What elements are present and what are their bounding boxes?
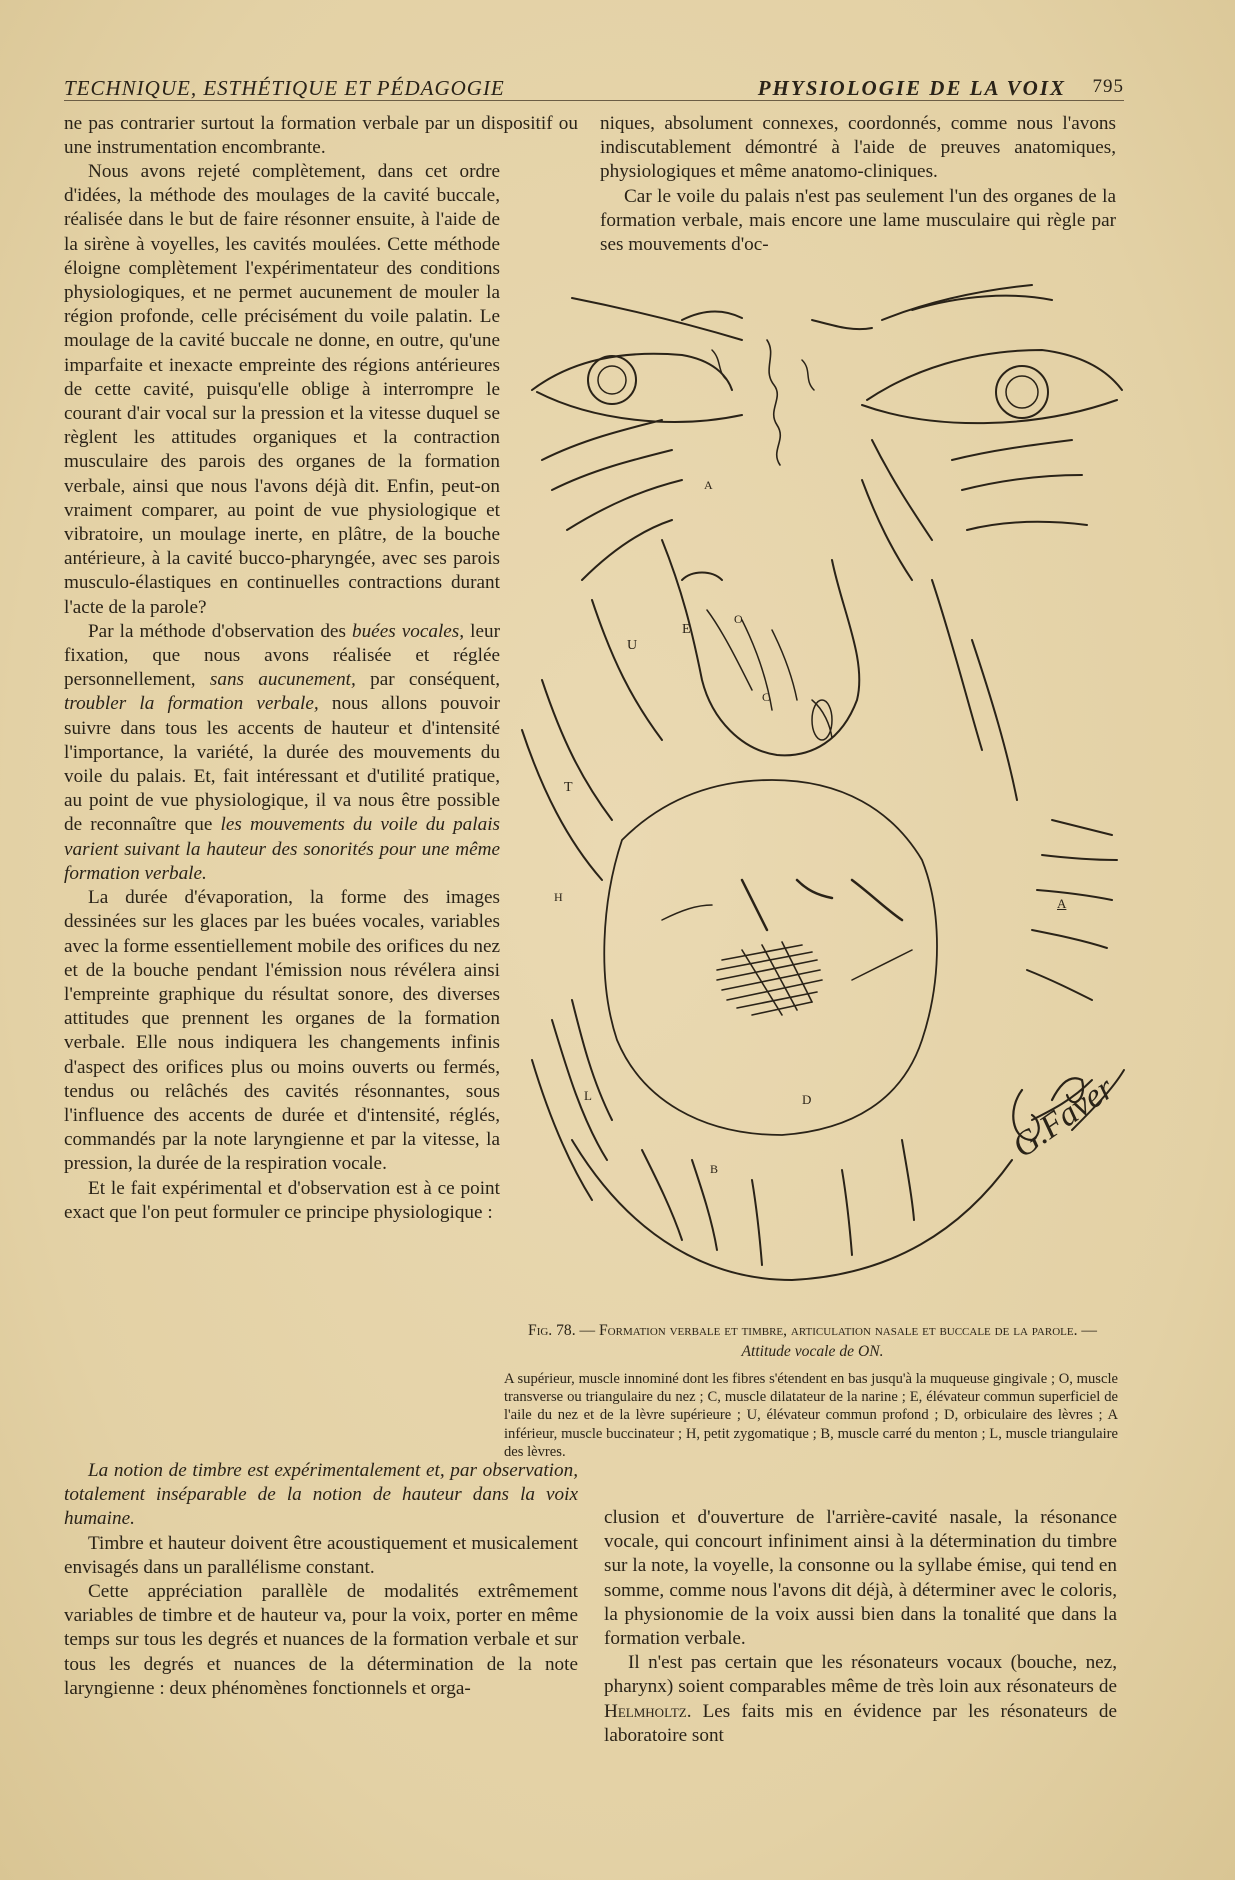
left-column-bottom xyxy=(64,1459,578,1701)
label-o: O xyxy=(734,612,743,626)
paragraph xyxy=(604,1651,1117,1748)
principle-statement: La notion de timbre est expérimentalement et, par observation, totalement inséparable de la notion de hauteur dans la voix humaine. xyxy=(64,1460,578,1530)
right-column-top xyxy=(600,112,1116,257)
text-run-italic: sans aucunement, xyxy=(209,669,356,691)
paragraph: Timbre et hauteur doivent être acoustiquement et musicalement envisagés dans un parallélisme constant. xyxy=(64,1532,578,1578)
label-a-superior: A xyxy=(704,478,713,492)
running-head-right: PHYSIOLOGIE DE LA VOIX xyxy=(757,76,1066,100)
label-l: L xyxy=(584,1088,592,1103)
text-run: nous allons pouvoir suivre dans tous les accents de hauteur et d'intensité l'importance, la variété, la durée des mouvements du voile du palais. Et, fait intéressant et d'utilité pratique, au point de vue physiologique, il va nous être possible de reconnaître que xyxy=(64,693,500,836)
paragraph: Cette appréciation parallèle de modalités extrêmement variables de timbre et de hauteur va, pour la voix, porter en même temps sur tous les degrés et nuances de la formation verbale et sur tous les degrés et nuances de la détermination de la note laryngienne : deux phénomènes fonctionnels et orga- xyxy=(64,1581,578,1699)
label-b: B xyxy=(710,1162,719,1176)
paragraph: Nous avons rejeté complètement, dans cet ordre d'idées, la méthode des moulages de la cavité buccale, réalisée dans le but de faire résonner ensuite, à l'aide de la sirène à voyelles, les cavités moulées. Cette méthode éloigne complètement l'expérimentateur des conditions physiologiques, et ne permet aucunement de mouler la région profonde, celle précisément du voile palatin. Le moulage de la cavité buccale ne donne, en outre, qu'une imparfaite et inexacte empreinte des régions antérieures de cette cavité, puisqu'elle oblige à interrompre le courant d'air vocal sur la pression et la vitesse duquel se règlent les attitudes organiques et la contraction musculaire des parois des organes de la formation verbale, ainsi que nous l'avons déjà dit. Enfin, peut-on vraiment comparer, au point de vue physiologique et vibratoire, un moulage inerte, en plâtre, de la bouche antérieure, à la cavité bucco-pharyngée, avec ses parois musculo-élastiques en continuelles contractions durant l'acte de la parole? xyxy=(64,161,500,618)
label-e: E xyxy=(682,622,691,637)
text-run-italic: les mouvements du voile du palais varient suivant la hauteur des sonorités pour une même formation verbale. xyxy=(64,814,500,884)
page-number: 795 xyxy=(1092,76,1124,97)
label-h: H xyxy=(554,890,563,904)
label-u: U xyxy=(627,638,638,653)
text-run: Par la méthode d'observation des xyxy=(88,620,352,642)
text-run: leur fixation, que nous avons réalisée et réglée personnellement, xyxy=(64,620,500,691)
paragraph: La durée d'évaporation, la forme des images dessinées sur les glaces par les buées vocales, variables avec la forme essentiellement mobile des orifices du nez et de la bouche pendant l'émission nous révélera ainsi l'empreinte graphique du résultat sonore, des diverses attitudes que prennent les organes de la formation verbale. Elle nous indiquera les changements infinis d'aspect des orifices plus ou moins ouverts ou fermés, tendus ou relâchés des cavités résonnantes, sous l'influence des accents de durée et d'intensité, réglés, commandés par la note laryngienne et par la vitesse, la pression, la durée de la respiration vocale. xyxy=(64,887,500,1175)
paragraph: ne pas contrarier surtout la formation verbale par un dispositif ou une instrumentation encombrante. xyxy=(64,113,578,159)
paragraph xyxy=(64,620,500,886)
text-run: Il n'est pas certain que les résonateurs vocaux (bouche, nez, pharynx) soient comparables même de très loin aux résonateurs de xyxy=(604,1652,1117,1698)
text-run: par conséquent, xyxy=(355,669,500,691)
paragraph: niques, absolument connexes, coordonnés, comme nous l'avons indiscutablement démontré à l'aide de preuves anatomiques, physiologiques et même anatomo-cliniques. xyxy=(600,113,1116,183)
running-head xyxy=(64,76,1124,101)
paragraph: Et le fait expérimental et d'observation est à ce point exact que l'on peut formuler ce principe physiologique : xyxy=(64,1177,500,1223)
caption-title-text: Fig. 78. — Formation verbale et timbre, articulation nasale et buccale de la parole. — xyxy=(528,1322,1097,1339)
label-d: D xyxy=(802,1092,812,1107)
left-column-top xyxy=(64,112,578,160)
caption-title-italic: Attitude vocale de ON. xyxy=(741,1343,884,1360)
paragraph: Car le voile du palais n'est pas seulement l'un des organes de la formation verbale, mais encore une lame musculaire qui règle par ses mouvements d'oc- xyxy=(600,185,1116,256)
paragraph: clusion et d'ouverture de l'arrière-cavité nasale, la résonance vocale, qui concourt infiniment ainsi à la détermination du timbre sur la note, la voyelle, la consonne ou la syllabe émise, qui tend en somme, comme nous l'avons dit déjà, à déterminer avec le coloris, la physionomie de la voix aussi bien dans la tonalité que dans la formation verbale. xyxy=(604,1507,1117,1650)
running-head-left: TECHNIQUE, ESTHÉTIQUE ET PÉDAGOGIE xyxy=(64,76,505,100)
label-a-inferior: A xyxy=(1057,896,1067,911)
figure-caption-title xyxy=(515,1320,1110,1362)
left-column-middle xyxy=(64,160,500,1225)
anatomical-figure xyxy=(512,280,1128,1310)
text-run-italic: buées vocales, xyxy=(351,620,465,642)
author-name: Helmholtz xyxy=(604,1700,687,1722)
label-t: T xyxy=(564,780,573,795)
right-column-bottom xyxy=(604,1506,1117,1748)
label-c: C xyxy=(762,690,771,704)
text-run: . Les faits mis en évidence par les résonateurs de laboratoire sont xyxy=(604,1700,1117,1746)
figure-caption-body: A supérieur, muscle innominé dont les fibres s'étendent en bas jusqu'à la muqueuse gingivale ; O, muscle transverse ou triangulaire du nez ; C, muscle dilatateur de la narine ; E, élévateur commun superficiel de l'aile du nez et de la lèvre supérieure ; U, élévateur commun profond ; D, orbiculaire des lèvres ; A inférieur, muscle buccinateur ; H, petit zygomatique ; B, muscle carré du menton ; L, muscle triangulaire des lèvres. xyxy=(504,1371,1118,1460)
text-run-italic: troubler la formation verbale, xyxy=(64,693,319,715)
artist-signature: G.Faver xyxy=(1006,1069,1121,1166)
